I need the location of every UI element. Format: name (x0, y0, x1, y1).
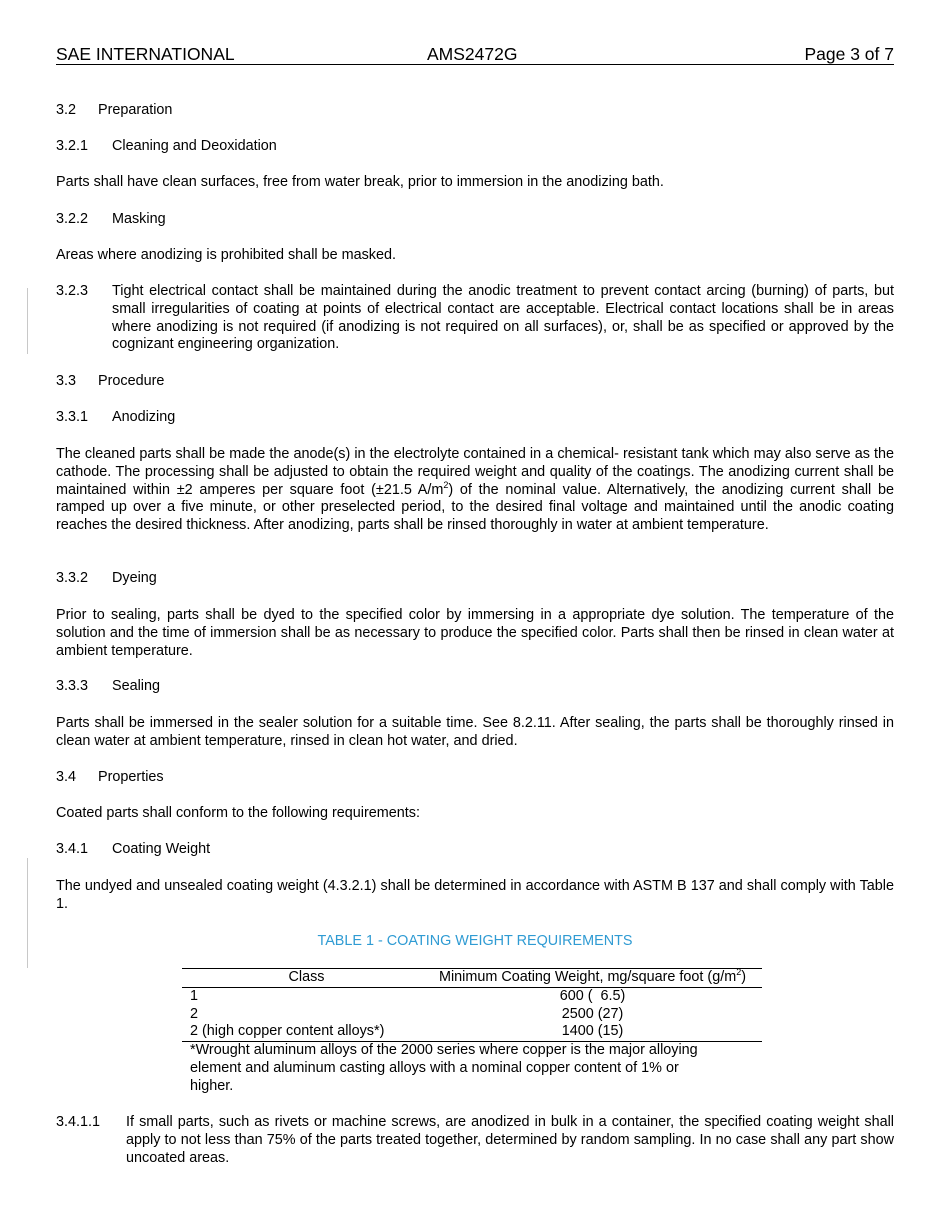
header-doc-id: AMS2472G (427, 44, 518, 64)
numbered-paragraph (56, 1114, 894, 1167)
section-heading (56, 373, 894, 391)
section-title: Sealing (112, 678, 161, 694)
header-org: SAE INTERNATIONAL (56, 44, 235, 64)
paragraph: If small parts, such as rivets or machine screws, are anodized in bulk in a container, the specified coating weight shall apply to not less than 75% of the parts treated together, determined by random sampling. In no case shall any part show uncoated areas. (126, 1114, 894, 1166)
section-title: Dyeing (112, 570, 157, 586)
table-row (182, 988, 762, 1006)
section-title: Masking (112, 211, 166, 227)
paragraph: The undyed and unsealed coating weight (4.3.2.1) shall be determined in accordance with ASTM B 137 and shall comply with Table 1. (56, 878, 894, 912)
section-heading (56, 841, 894, 859)
paragraph: Parts shall be immersed in the sealer solution for a suitable time. See 8.2.11. After sealing, the parts shall be thoroughly rinsed in clean water at ambient temperature, rinsed in clean hot water, and dried. (56, 715, 894, 749)
table-row (182, 1023, 762, 1041)
paragraph: Areas where anodizing is prohibited shall be masked. (56, 247, 396, 263)
column-header-class: Class (182, 969, 423, 988)
section-title: Procedure (98, 373, 165, 389)
paragraph: Coated parts shall conform to the following requirements: (56, 805, 420, 821)
paragraph-text: The cleaned parts shall be made the anode(s) in the electrolyte contained in a chemical- resistant tank which may also serve as the cathode. The processing shall be adjusted to obtain the required weight and quality of the coatings. The anodizing current shall be maintained within ±2 amperes per square foot (±21.5 A/m (56, 446, 894, 498)
column-header-weight (423, 969, 762, 988)
superscript: 2 (443, 479, 449, 490)
section-heading (56, 678, 894, 696)
cell-weight: 1400 (15) (423, 1023, 762, 1041)
table-footnote: *Wrought aluminum alloys of the 2000 series where copper is the major alloying element and aluminum casting alloys with a nominal copper content of 1% or higher. (190, 1042, 698, 1094)
page-header (56, 44, 894, 65)
table-header-row (182, 969, 762, 988)
cell-class: 1 (190, 988, 199, 1004)
numbered-paragraph (56, 283, 894, 354)
superscript: 2 (736, 967, 742, 978)
section-number: 3.3 (56, 373, 77, 389)
section-number: 3.3.1 (56, 409, 89, 425)
section-number: 3.2.1 (56, 138, 89, 154)
section-title: Cleaning and Deoxidation (112, 138, 277, 154)
header-page-number: Page 3 of 7 (804, 44, 894, 64)
coating-weight-table (182, 968, 762, 1042)
section-title: Preparation (98, 102, 173, 118)
section-title: Properties (98, 769, 164, 785)
section-number: 3.3.3 (56, 678, 89, 694)
revision-bar (27, 858, 28, 968)
table-row (182, 1006, 762, 1024)
cell-weight: 2500 (27) (561, 1005, 624, 1022)
cell-weight: 600 ( 6.5) (559, 988, 626, 1004)
section-heading (56, 769, 894, 787)
section-title: Anodizing (112, 409, 176, 425)
cell-class: 2 (190, 1005, 199, 1022)
section-number: 3.2.2 (56, 211, 89, 227)
section-number: 3.3.2 (56, 570, 89, 586)
header-text: ) (741, 969, 747, 986)
section-number: 3.4 (56, 769, 77, 785)
paragraph: Tight electrical contact shall be maintained during the anodic treatment to prevent contact arcing (burning) of parts, but small irregularities of coating at points of electrical contact are acceptable. Electrical contact locations shall be in areas where anodizing is not required (if anodizing is not required on all surfaces), or, shall be as specified or approved by the cognizant engineering organization. (112, 283, 894, 353)
section-heading (56, 409, 894, 427)
section-number: 3.2 (56, 102, 77, 118)
header-text: Minimum Coating Weight, mg/square foot (g/m (438, 969, 737, 986)
revision-bar (27, 288, 28, 354)
paragraph: Parts shall have clean surfaces, free from water break, prior to immersion in the anodizing bath. (56, 174, 664, 190)
table-caption: TABLE 1 - COATING WEIGHT REQUIREMENTS (317, 933, 633, 949)
section-heading (56, 138, 894, 156)
section-number: 3.4.1 (56, 841, 89, 857)
section-heading (56, 102, 894, 120)
section-number: 3.2.3 (56, 283, 89, 299)
section-heading (56, 211, 894, 229)
paragraph: Prior to sealing, parts shall be dyed to the specified color by immersing in a appropriate dye solution. The temperature of the solution and the time of immersion shall be as necessary to produce the specified color. Parts shall then be rinsed in clean water at ambient temperature. (56, 607, 894, 659)
cell-class: 2 (high copper content alloys*) (182, 1023, 423, 1041)
paragraph-text: ) of the nominal value. Alternatively, the anodizing current shall be ramped up over a five minute, or other preselected period, to the desired final voltage and maintained until the anodic coating reaches the desired thickness. After anodizing, parts shall be rinsed thoroughly in water at ambient temperature. (56, 481, 894, 534)
section-number: 3.4.1.1 (56, 1114, 101, 1130)
section-heading (56, 570, 894, 588)
paragraph (56, 446, 894, 535)
section-title: Coating Weight (112, 841, 211, 857)
